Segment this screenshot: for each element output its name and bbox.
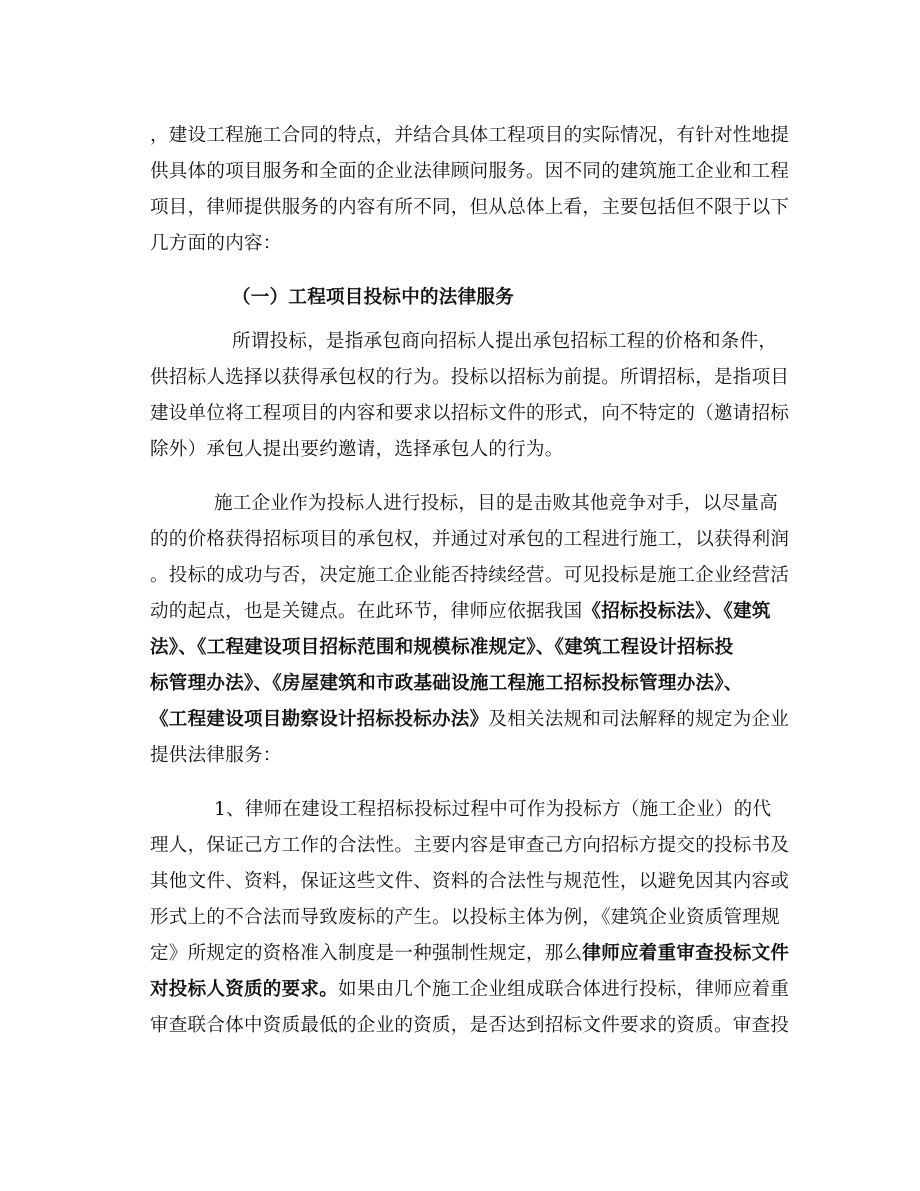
bold-text: 《招标投标法》、《建筑: [582, 601, 771, 622]
text-line: [150, 124, 789, 148]
text-line: [150, 906, 780, 930]
bold-text: （一）工程项目投标中的法律服务: [232, 287, 515, 308]
text-line: [150, 160, 789, 184]
text-line: [232, 330, 777, 354]
text-line: [150, 708, 789, 732]
bold-text: 《工程建设项目勘察设计招标投标办法》: [150, 709, 489, 730]
text-segment: 供具体的项目服务和全面的企业法律顾问服务。因不同的建筑施工企业和工程: [150, 161, 790, 182]
text-segment: 建设单位将工程项目的内容和要求以招标文件的形式，向不特定的（邀请招标: [150, 403, 790, 424]
text-segment: 动的起点，也是关键点。在此环节，律师应依据我国: [150, 601, 583, 622]
bold-text: 标管理办法》、《房屋建筑和市政基础设施工程施工招标投标管理办法》、: [150, 673, 743, 694]
text-line: [150, 196, 789, 220]
text-segment: 理人，保证己方工作的合法性。主要内容是审查己方向招标方提交的投标书及: [150, 835, 790, 856]
text-line: [150, 438, 564, 462]
text-line: [150, 366, 789, 390]
text-line: [150, 564, 789, 588]
text-line: [214, 492, 778, 516]
text-segment: 如果由几个施工企业组成联合体进行投标，律师应着重: [338, 979, 790, 1000]
text-segment: 除外）承包人提出要约邀请，选择承包人的行为。: [150, 439, 564, 460]
text-segment: 提供法律服务：: [150, 745, 282, 766]
text-segment: 供招标人选择以获得承包权的行为。投标以招标为前提。所谓招标，是指项目: [150, 367, 790, 388]
text-segment: 1、律师在建设工程招标投标过程中可作为投标方（施工企业）的代: [214, 799, 772, 820]
bold-text: 法》、《工程建设项目招标范围和规模标准规定》、《建筑工程设计招标投: [150, 637, 734, 658]
text-line: [150, 636, 733, 660]
text-line: [150, 600, 771, 624]
text-line: [232, 286, 514, 310]
text-line: [150, 1014, 789, 1038]
text-line: [150, 870, 789, 894]
text-line: [150, 834, 789, 858]
text-segment: 及相关法规和司法解释的规定为企业: [488, 709, 790, 730]
text-segment: 几方面的内容：: [150, 233, 282, 254]
text-line: [150, 978, 789, 1002]
text-segment: 施工企业作为投标人进行投标，目的是击败其他竞争对手，以尽量高: [214, 493, 779, 514]
text-segment: 所谓投标，是指承包商向招标人提出承包招标工程的价格和条件，: [232, 331, 778, 352]
text-line: [150, 744, 282, 768]
bold-text: 律师应着重审查投标文件: [582, 943, 790, 964]
text-segment: 其他文件、资料，保证这些文件、资料的合法性与规范性，以避免因其内容或: [150, 871, 790, 892]
text-segment: ，建设工程施工合同的特点，并结合具体工程项目的实际情况，有针对性地提: [150, 125, 790, 146]
text-segment: 项目，律师提供服务的内容有所不同，但从总体上看，主要包括但不限于以下: [150, 197, 790, 218]
text-segment: 形式上的不合法而导致废标的产生。以投标主体为例，《建筑企业资质管理规: [150, 907, 780, 928]
text-segment: 的的价格获得招标项目的承包权，并通过对承包的工程进行施工，以获得利润: [150, 529, 790, 550]
text-line: [150, 942, 789, 966]
text-line: [150, 672, 743, 696]
text-segment: 。投标的成功与否，决定施工企业能否持续经营。可见投标是施工企业经营活: [150, 565, 790, 586]
text-segment: 审查联合体中资质最低的企业的资质，是否达到招标文件要求的资质。审查投: [150, 1015, 790, 1036]
text-line: [150, 232, 282, 256]
text-line: [150, 402, 789, 426]
text-segment: 定》所规定的资格准入制度是一种强制性规定，那么: [150, 943, 583, 964]
text-line: [150, 528, 789, 552]
text-line: [214, 798, 771, 822]
bold-text: 对投标人资质的要求。: [150, 979, 339, 1000]
